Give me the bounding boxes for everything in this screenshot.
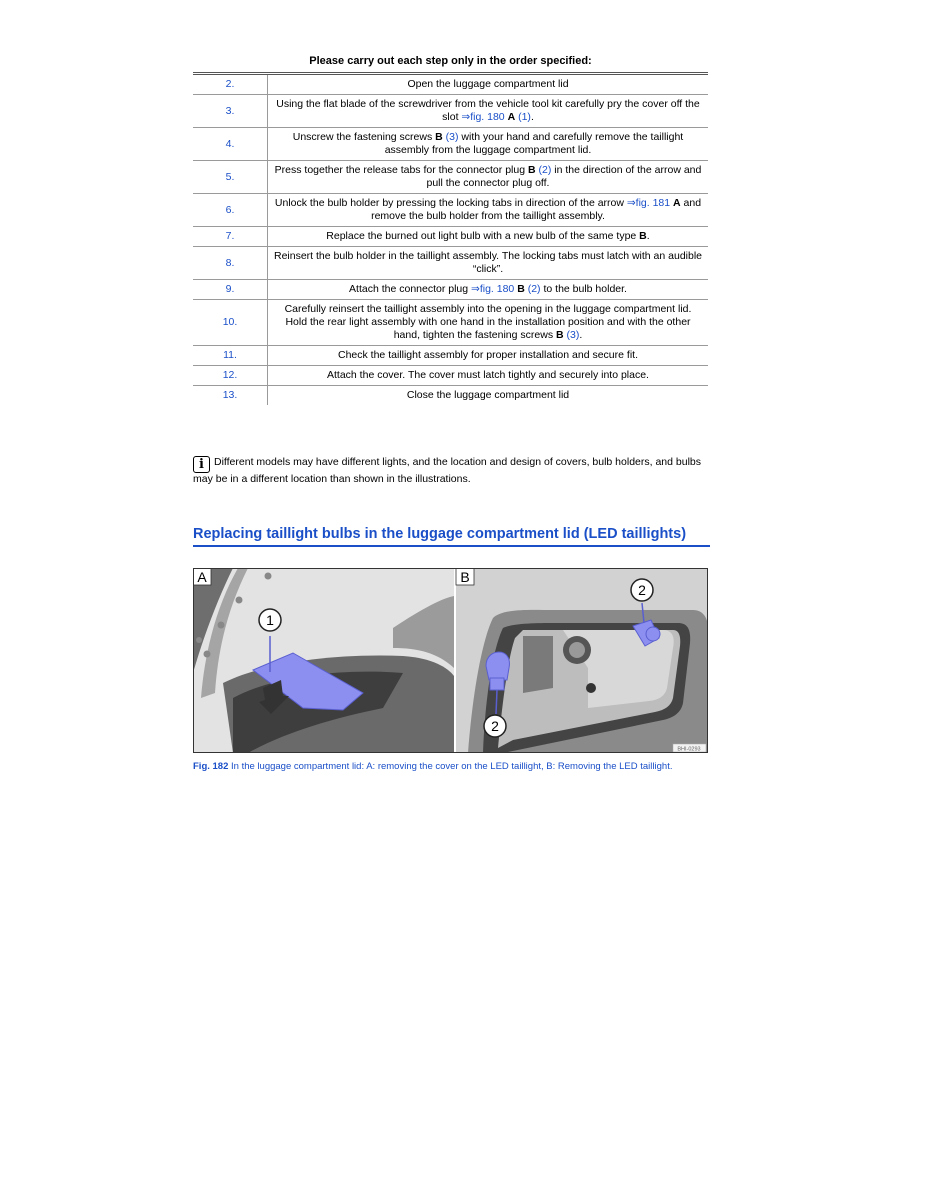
step-text-part: . [646,230,650,242]
cross-reference-link: ⇒fig. 180 [471,283,515,295]
step-number: 5. [193,161,268,194]
panel-a-label: A [197,569,207,585]
step-text-part: A [507,111,516,123]
step-text [268,128,709,161]
step-row [193,366,708,386]
step-number: 3. [193,95,268,128]
note-text: Different models may have different lights, and the location and design of covers, bulb holders, and bulbs may be in a different location than shown in the illustrations. [193,456,701,485]
step-number: 12. [193,366,268,386]
section-title: Replacing taillight bulbs in the luggage compartment lid (LED taillights) [193,526,710,547]
step-text-part: and remove the bulb holder from the taillight assembly. [371,197,702,222]
step-text-part: Attach the cover. The cover must latch tightly and securely into place. [327,369,649,381]
step-text [268,247,709,280]
panel-a [193,568,454,753]
step-text [268,95,709,128]
note [193,456,713,486]
step-text-part: Replace the burned out light bulb with a new bulb of the same type [326,230,640,242]
step-row [193,386,708,406]
step-number: 8. [193,247,268,280]
step-row [193,346,708,366]
step-text-part: in the direction of the arrow and pull the connector plug off. [426,164,702,189]
step-text-part: . [530,111,534,123]
figure-182 [193,568,708,753]
figure-code: BHI-0293 [677,746,701,753]
step-row [193,74,708,95]
step-text-part: Unlock the bulb holder by pressing the locking tabs in direction of the arrow [274,197,627,209]
step-text-part: Close the luggage compartment lid [406,389,570,401]
caption-label: Fig. 182 [193,761,229,772]
step-text [268,386,709,406]
step-text-part: Unscrew the fastening screws [292,131,436,143]
caption-text: In the luggage compartment lid: A: removing the cover on the LED taillight, B: Removing the LED taillight. [228,761,673,772]
step-text-part: Attach the connector plug [349,283,472,295]
step-number: 6. [193,194,268,227]
step-row [193,227,708,247]
step-number: 13. [193,386,268,406]
step-row [193,194,708,227]
panel-b-label: B [460,569,470,585]
step-text-part: B [556,329,564,341]
info-icon: i [193,456,210,473]
step-text-part: B [527,164,536,176]
step-number: 10. [193,300,268,346]
step-text-part: Using the flat blade of the screwdriver from the vehicle tool kit carefully pry the cover off the slot [276,98,700,123]
step-row [193,161,708,194]
step-row [193,128,708,161]
steps-table [193,72,708,405]
figure-caption [193,761,708,773]
step-text-part: with your hand and carefully remove the taillight assembly from the luggage compartment lid. [384,131,684,156]
step-text [268,194,709,227]
callout-a: 1 [266,612,274,628]
step-text-part: Press together the release tabs for the connector plug [274,164,528,176]
cross-reference-link: (3) [445,131,459,143]
step-text [268,161,709,194]
step-text-part: to the bulb holder. [540,283,627,295]
step-number: 11. [193,346,268,366]
step-number: 2. [193,74,268,95]
callout-b-top: 2 [638,582,646,598]
step-row [193,300,708,346]
panel-b [456,568,708,753]
step-text-part: B [639,230,647,242]
step-text-part: B [517,283,525,295]
step-text [268,366,709,386]
step-text [268,346,709,366]
callout-b-bottom: 2 [491,718,499,734]
step-row [193,280,708,300]
step-text-part: Check the taillight assembly for proper installation and secure fit. [338,349,638,361]
step-number: 7. [193,227,268,247]
cross-reference-link: (3) [566,329,580,341]
cross-reference-link: ⇒fig. 181 [626,197,671,209]
step-text [268,227,709,247]
step-text-part: Reinsert the bulb holder in the taillight assembly. The locking tabs must latch with an audible “click”. [274,250,703,275]
step-text-part: A [673,197,681,209]
cross-reference-link: (2) [527,283,541,295]
step-row [193,247,708,280]
cross-reference-link: ⇒fig. 180 [461,111,505,123]
step-text [268,280,709,300]
step-text-part: . [579,329,583,341]
cross-reference-link: (1) [518,111,531,123]
step-text-part: B [435,131,443,143]
step-number: 4. [193,128,268,161]
step-text [268,74,709,95]
step-text-part: Carefully reinsert the taillight assembly into the opening in the luggage compartment lid. Hold the rear light assembly with one hand in the installation position and with the other hand, tighten the fastening screws [284,303,692,341]
cross-reference-link: (2) [538,164,552,176]
step-row [193,95,708,128]
table-heading: Please carry out each step only in the order specified: [309,55,592,67]
step-number: 9. [193,280,268,300]
step-text-part: Open the luggage compartment lid [407,78,569,90]
step-text [268,300,709,346]
